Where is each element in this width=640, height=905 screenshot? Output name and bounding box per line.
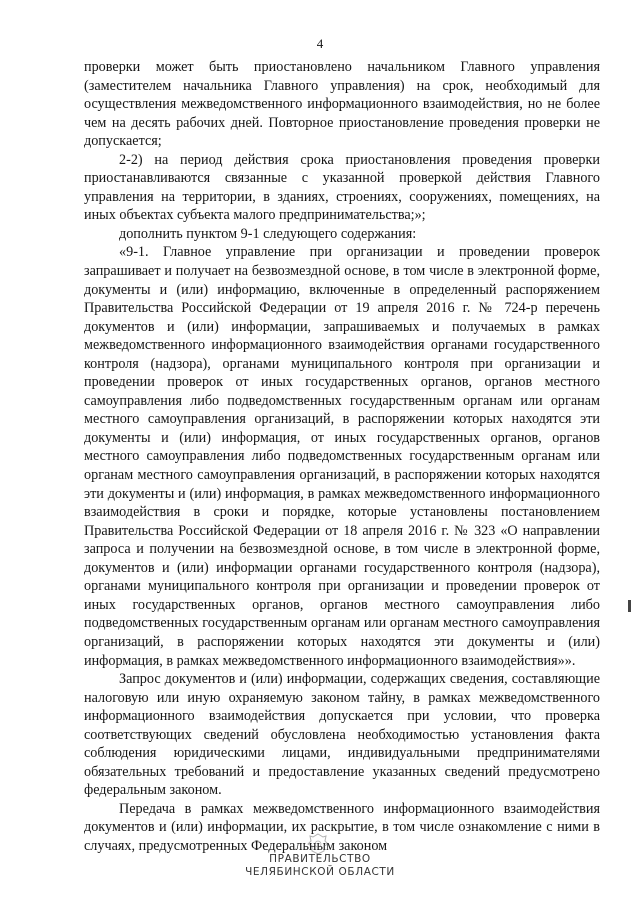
document-body bbox=[84, 58, 600, 856]
paragraph: «9-1. Главное управление при организации и проведении проверок запрашивает и получает на безвозмездной основе, в том числе в электронной форме, документы и (или) информацию, включенные в определенный распоряжением Правительства Российской Федерации от 19 апреля 2016 г. № 724-р перечень документов и (или) информации, запрашиваемых и получаемых в рамках межведомственного информационного взаимодействия органами государственного контроля (надзора), органами муниципального контроля при организации и проведении проверок от иных государственных органов, органов местного самоуправления либо подведомственных государственным органам или органам местного самоуправления организаций, в распоряжении которых находятся эти документы и (или) информация, от иных государственных органов, органов местного самоуправления либо подведомственных государственным органам или органам местного самоуправления организаций, в распоряжении которых находятся эти документы и (или) информация, в рамках межведомственного информационного взаимодействия в сроки и порядке, которые установлены постановлением Правительства Российской Федерации от 18 апреля 2016 г. № 323 «О направлении запроса и получении на безвозмездной основе, в том числе в электронной форме, документов и (или) информации органами государственного контроля (надзора), органами муниципального контроля при организации и проведении проверок от иных государственных органов, органов местного самоуправления либо подведомственных государственным органам или органам местного самоуправления организаций, в распоряжении которых находятся эти документы и (или) информация, в рамках межведомственного информационного взаимодействия»». bbox=[84, 244, 600, 669]
paragraph: 2-2) на период действия срока приостановления проведения проверки приостанавливаются связанные с указанной проверкой действия Главного управления на территории, в зданиях, строениях, сооружениях, помещениях, на иных объектах субъекта малого предпринимательства;»; bbox=[84, 151, 600, 224]
paragraph: Запрос документов и (или) информации, содержащих сведения, составляющие налоговую или иную охраняемую законом тайну, в рамках межведомственного информационного взаимодействия допускается при условии, что проверка соответствующих сведений обусловлена необходимостью установления факта соблюдения юридическими лицами, индивидуальными предпринимателями обязательных требований и предоставление указанных сведений предусмотрено федеральным законом. bbox=[84, 671, 600, 799]
paragraph: дополнить пунктом 9-1 следующего содержания: bbox=[119, 225, 417, 242]
paragraph: Передача в рамках межведомственного информационного взаимодействия документов и (или) информации, их раскрытие, в том числе ознакомление с ними в случаях, предусмотренных Федеральным законом bbox=[84, 800, 600, 854]
footer-line: ПРАВИТЕЛЬСТВО bbox=[269, 853, 371, 865]
footer-stamp bbox=[0, 853, 640, 879]
page-number: 4 bbox=[316, 36, 324, 51]
scan-artifact bbox=[628, 600, 631, 612]
paragraph: проверки может быть приостановлено начальником Главного управления (заместителем начальника Главного управления) на срок, необходимый для осуществления межведомственного информационного взаимодействия, но не более чем на десять рабочих дней. Повторное приостановление проведения проверки не допускается; bbox=[84, 59, 600, 150]
footer-line: ЧЕЛЯБИНСКОЙ ОБЛАСТИ bbox=[245, 866, 395, 878]
